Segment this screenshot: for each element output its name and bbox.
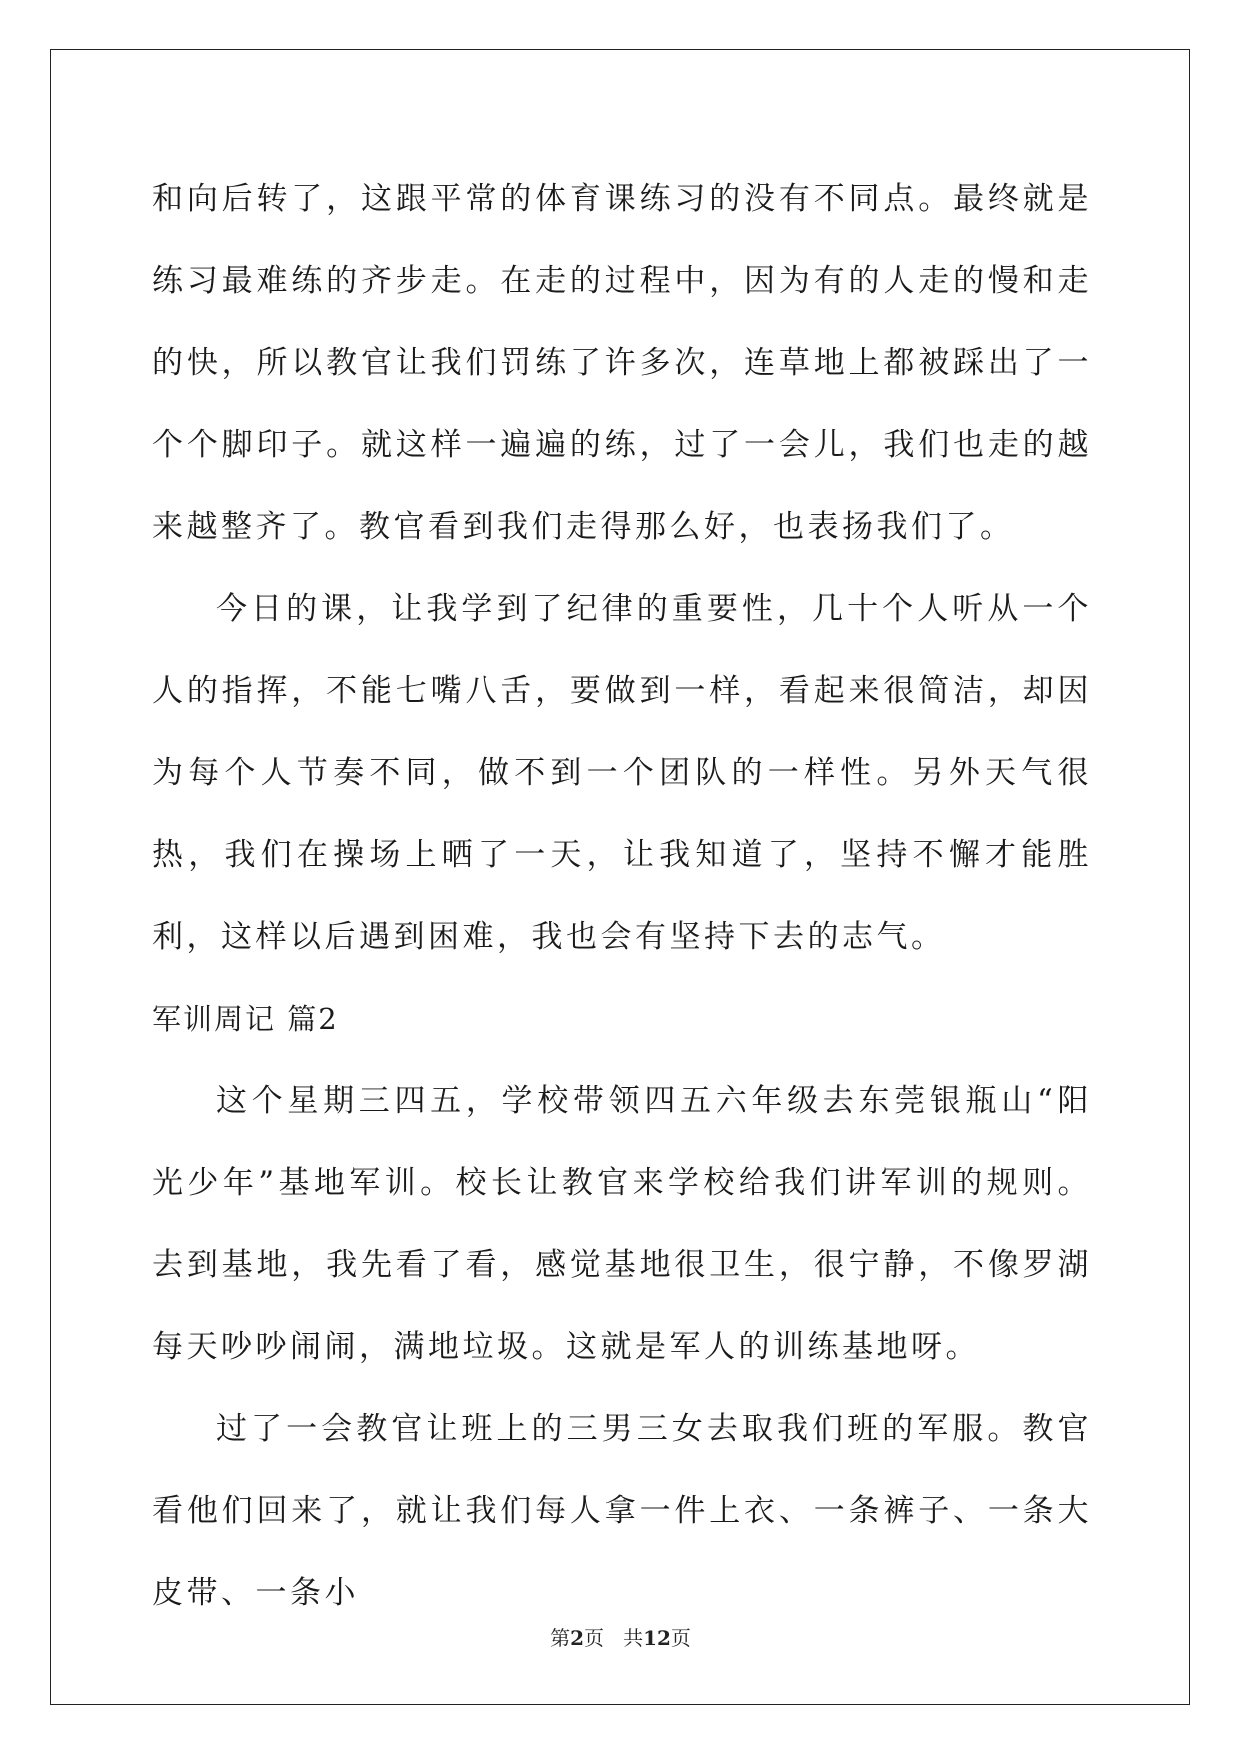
paragraph-4: 过了一会教官让班上的三男三女去取我们班的军服。教官看他们回来了，就让我们每人拿一件上衣、一条裤子、一条大皮带、一条小 [152,1411,1092,1611]
footer-total-suffix: 页 [670,1626,691,1650]
document-body [152,158,1092,1634]
section-heading: 军训周记 篇2 [152,1002,339,1036]
footer-page-suffix: 页 [584,1626,604,1650]
footer-page-number: 2 [570,1626,584,1650]
footer-total-prefix: 共 [623,1626,644,1650]
paragraph-3: 这个星期三四五，学校带领四五六年级去东莞银瓶山“阳光少年”基地军训。校长让教官来学校给我们讲军训的规则。去到基地，我先看了看，感觉基地很卫生，很宁静，不像罗湖每天吵吵闹闹，满地垃圾。这就是军人的训练基地呀。 [152,1083,1092,1365]
page-footer [0,1622,1241,1651]
footer-prefix: 第 [550,1626,571,1650]
footer-total-pages: 12 [643,1626,671,1650]
paragraph-2: 今日的课，让我学到了纪律的重要性，几十个人听从一个人的指挥，不能七嘴八舌，要做到一样，看起来很简洁，却因为每个人节奏不同，做不到一个团队的一样性。另外天气很热，我们在操场上晒了一天，让我知道了，坚持不懈才能胜利，这样以后遇到困难，我也会有坚持下去的志气。 [152,591,1092,955]
paragraph-1: 和向后转了，这跟平常的体育课练习的没有不同点。最终就是练习最难练的齐步走。在走的过程中，因为有的人走的慢和走的快，所以教官让我们罚练了许多次，连草地上都被踩出了一个个脚印子。就这样一遍遍的练，过了一会儿，我们也走的越来越整齐了。教官看到我们走得那么好，也表扬我们了。 [152,181,1092,545]
